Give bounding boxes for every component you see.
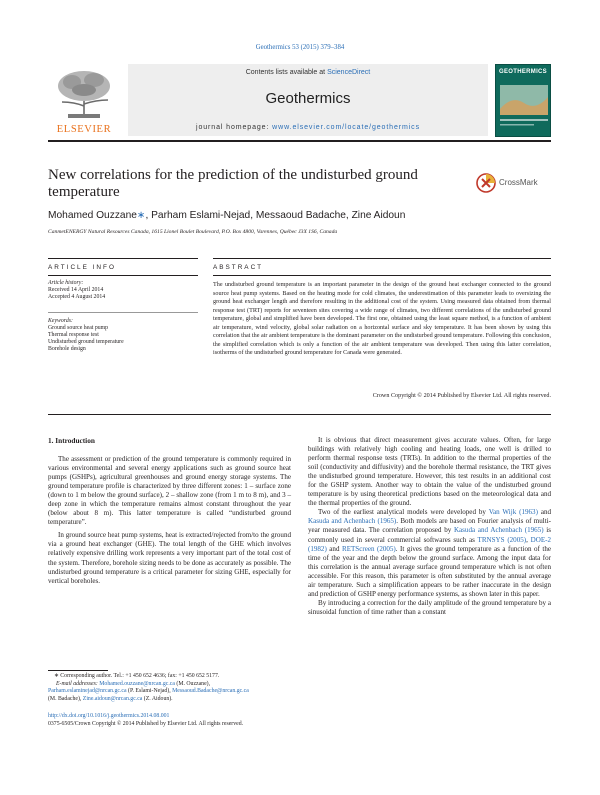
reference-link[interactable]: RETScreen (2005) [342, 544, 396, 553]
email-link[interactable]: Zine.aidoun@nrcan.gc.ca [82, 696, 143, 703]
journal-title: Geothermics [265, 90, 351, 107]
abstract-text: The undisturbed ground temperature is an important parameter in the design of the ground heat exchanger connected to the ground source heat pump systems. Based on the heating mode for cold climates, the underestimation of this parameter leads to oversizing the ground heat exchanger length and therefore resulting in the additional cost of the system. Using measured data obtained from thermal response test (TRT) reports for seventeen sites covering a wide range of climates, two different correlations of the undisturbed ground temperature, global and simplified have been developed. The first one, obtained using the least square method, is a function of ambient air temperature, wind velocity, global solar radiation on a horizontal surface and sky temperature. It has been shown by using this correlation that the air ambient temperature is the dominant parameter on the undisturbed ground temperature. Following this conclusion, the simplified correlation which is only a function of the air ambient temperature was developed. Then using this latter correlation, isotherms of the undisturbed ground temperature for Canada were generated. [213, 282, 551, 357]
elsevier-wordmark: ELSEVIER [56, 124, 112, 135]
info-rule-sep [48, 312, 198, 313]
journal-citation[interactable]: Geothermics 53 (2015) 379–384 [255, 44, 345, 51]
cover-title: GEOTHERMICS [499, 69, 547, 75]
article-history [48, 280, 198, 301]
keywords-label: Keywords: [48, 318, 73, 324]
received-date: Received 14 April 2014 [48, 287, 104, 293]
crossmark-label: CrossMark [499, 178, 538, 187]
abstract-copyright: Crown Copyright © 2014 Published by Elsevier Ltd. All rights reserved. [372, 393, 551, 399]
sciencedirect-link[interactable]: ScienceDirect [327, 69, 371, 76]
history-label: Article history: [48, 280, 84, 286]
contents-prefix: Contents lists available at [245, 69, 328, 76]
crossmark-badge[interactable] [476, 172, 552, 194]
keyword-item: Thermal response test [48, 332, 99, 338]
doi-link[interactable]: http://dx.doi.org/10.1016/j.geothermics.2014.08.001 [48, 713, 170, 719]
other-authors: , Parham Eslami-Nejad, Messaoud Badache, Zine Aidoun [145, 210, 406, 221]
publication-info [48, 713, 348, 728]
reference-link[interactable]: Kasuda and Achenbach (1965) [308, 517, 397, 526]
info-rule-mid [48, 275, 198, 276]
contents-line [128, 69, 488, 76]
crossmark-icon [476, 173, 496, 193]
keywords-block [48, 318, 198, 353]
corresponding-note: ∗ Corresponding author. Tel.: +1 450 652 4636; fax: +1 450 652 5177. [54, 673, 220, 679]
header-rule [48, 140, 551, 142]
body-right-column [308, 436, 551, 617]
homepage-link[interactable]: www.elsevier.com/locate/geothermics [272, 124, 420, 131]
reference-link[interactable]: Kasuda and Achenbach (1965) [453, 526, 544, 535]
reference-link[interactable]: TRNSYS (2005) [477, 535, 527, 544]
body-paragraph: The assessment or prediction of the ground temperature is commonly required in various environmental and several energy applications such as ground source heat pumps (GSHPs), agricultural greenhouses and ground energy storage systems. The ground temperature profile is characterized by three different zones: 1 – surface zone (down to 1 m below the ground surface), 2 – shallow zone (from 1 m to 8 m), and 3 – deep zone in which the temperature remains almost constant throughout the year (below about 8 m). This latter temperature is called “undisturbed ground temperature”. [48, 455, 291, 527]
email-link[interactable]: Parham.eslaminejad@nrcan.gc.ca [48, 688, 127, 695]
footnote-block: ∗ Corresponding author. Tel.: +1 450 652 4636; fax: +1 450 652 5177. E-mail addresses: Mohamed.ouzzane@nrcan.gc.ca (M. Ouzzane), Parham.eslaminejad@nrcan.gc.ca (P. Eslami-Nejad), Messaoud.Badache@nrcan.gc.ca (M. Badache), Zine.aidoun@nrcan.gc.ca (Z. Aidoun). [48, 673, 291, 704]
keyword-item: Ground source heat pump [48, 325, 109, 331]
author-list [48, 210, 405, 221]
introduction-heading: 1. Introduction [48, 436, 95, 445]
journal-cover-image [495, 64, 551, 137]
abstract-rule-mid [213, 275, 551, 276]
body-left-column [48, 455, 291, 586]
reference-link[interactable]: Van Wijk (1963) [488, 508, 538, 517]
reference-link[interactable]: DOE-2 (1982) [308, 535, 551, 553]
journal-homepage [128, 124, 488, 131]
first-author[interactable]: Mohamed Ouzzane [48, 210, 137, 221]
body-paragraph: In ground source heat pump systems, heat is extracted/rejected from/to the ground via a ground heat exchanger (GHE). The total length of the GHE which involves relatively expensive drilling work represents a very important part of the total cost of the system. Therefore, borehole sizing needs to be done as accurately as possible. The undisturbed ground temperature is a critical parameter for sizing GHE, especially for vertical boreholes. [48, 531, 291, 585]
abstract-heading: ABSTRACT [213, 264, 264, 271]
body-paragraph-refs: Two of the earliest analytical models were developed by Van Wijk (1963) and Kasuda and Achenbach (1965). Both models are based on Fourier analysis of multi-year measured data. The correlation proposed by Kasuda and Achenbach (1965) is commonly used in several commercial softwares such as TRNSYS (2005), DOE-2 (1982) and RETScreen (2005). It gives the ground temperature as a function of the time of the year and the depth below the ground surface. Among the input data for this correlation is the annual average surface ground temperature which is not often accessible. For this reason, this parameter is often substituted by the annual average air temperature. Such a simplification appears to be rather inaccurate in the design and prediction of GSHP energy performance systems, as shown later in this paper. [308, 508, 552, 598]
abstract-rule-top [213, 258, 551, 259]
email-label: E-mail addresses: [56, 680, 100, 687]
email-link[interactable]: Mohamed.ouzzane@nrcan.gc.ca [99, 680, 175, 687]
body-paragraph: It is obvious that direct measurement gives accurate values. Often, for large buildings with relatively high cooling and heating loads, one well is drilled to perform thermal response tests (TRTs). In addition to the thermal properties of the soil (conductivity and diffusivity) and the borehole thermal resistance, the TRT gives the undisturbed ground temperature. However, this test results in an additional cost for the GSHP system. Another way to obtain the value of the undisturbed ground temperature is by using theoretical predictions based on the meteorological data and the thermal properties of the ground. [308, 436, 551, 508]
article-info-heading: ARTICLE INFO [48, 264, 116, 271]
keyword-item: Borehole design [48, 346, 86, 352]
body-paragraph: By introducing a correction for the daily amplitude of the ground temperature by a sinusoidal function of time rather than a constant [308, 598, 551, 616]
homepage-label: journal homepage: [196, 124, 273, 131]
corresponding-author-mark[interactable]: ∗ [136, 210, 146, 221]
info-rule-top [48, 258, 198, 259]
abstract-rule-bottom [48, 414, 551, 415]
accepted-date: Accepted 4 August 2014 [48, 294, 106, 300]
keyword-item: Undisturbed ground temperature [48, 339, 124, 345]
affiliation: CanmetENERGY Natural Resources Canada, 1615 Lionel Boulet Boulevard, P.O. Box 4800, Varennes, Québec J3X 1S6, Canada [48, 229, 338, 235]
issn-line: 0375-6505/Crown Copyright © 2014 Published by Elsevier Ltd. All rights reserved. [48, 720, 244, 727]
email-link[interactable]: Messaoud.Badache@nrcan.gc.ca [172, 688, 249, 695]
article-title: New correlations for the prediction of the undisturbed ground temperature [48, 167, 418, 200]
footnote-rule [48, 670, 108, 671]
